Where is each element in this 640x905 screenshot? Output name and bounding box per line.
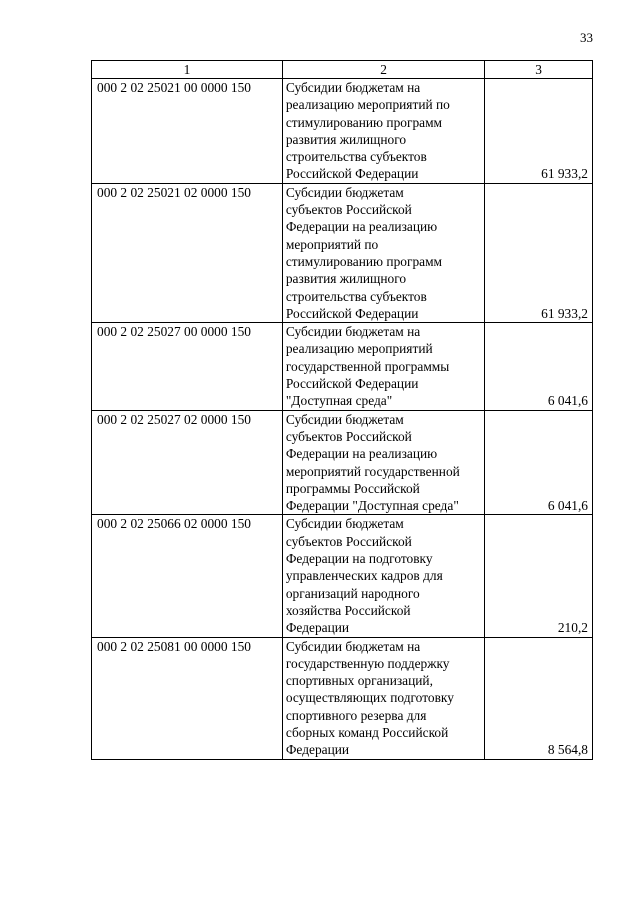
name-line: Субсидии бюджетам xyxy=(285,516,404,532)
name-line: строительства субъектов xyxy=(285,288,427,304)
name-line: развития жилищного xyxy=(285,131,407,147)
name-line: субъектов Российской xyxy=(285,533,412,549)
amount: 8 564,8 xyxy=(485,637,593,759)
table-row xyxy=(92,637,593,759)
name-line: мероприятий по xyxy=(285,236,379,252)
name-line: субъектов Российской xyxy=(285,428,412,444)
name-line: субъектов Российской xyxy=(285,202,412,218)
name-line: осуществляющих подготовку xyxy=(285,690,454,706)
name-line: Федерации "Доступная среда" xyxy=(285,498,459,514)
name-line: Федерации на реализацию xyxy=(285,219,438,235)
name-line: программы Российской xyxy=(285,480,420,496)
table-row xyxy=(92,183,593,322)
budget-item-name xyxy=(282,183,484,322)
budget-item-name xyxy=(282,515,484,637)
amount: 6 041,6 xyxy=(485,323,593,410)
column-header-1: 1 xyxy=(92,61,283,79)
name-line: развития жилищного xyxy=(285,271,407,287)
budget-item-name xyxy=(282,410,484,515)
name-line: государственную поддержку xyxy=(285,655,450,671)
name-line: организаций народного xyxy=(285,585,420,601)
name-line: Субсидии бюджетам на xyxy=(285,80,421,95)
name-line: спортивного резерва для xyxy=(285,707,427,723)
budget-code: 000 2 02 25081 00 0000 150 xyxy=(92,637,283,759)
header-row xyxy=(92,61,593,79)
table-row xyxy=(92,79,593,184)
name-line: Субсидии бюджетам xyxy=(285,411,404,427)
budget-code: 000 2 02 25066 02 0000 150 xyxy=(92,515,283,637)
column-header-3: 3 xyxy=(485,61,593,79)
name-line: Федерации xyxy=(285,742,350,758)
table-row xyxy=(92,323,593,410)
name-line: спортивных организаций, xyxy=(285,673,433,689)
budget-code: 000 2 02 25021 00 0000 150 xyxy=(92,79,283,184)
budget-item-name xyxy=(282,637,484,759)
name-line: управленческих кадров для xyxy=(285,568,443,584)
budget-table xyxy=(91,60,593,760)
name-line: Субсидии бюджетам на xyxy=(285,638,421,654)
name-line: Федерации на реализацию xyxy=(285,446,438,462)
name-line: стимулированию программ xyxy=(285,114,443,130)
amount: 6 041,6 xyxy=(485,410,593,515)
budget-code: 000 2 02 25021 02 0000 150 xyxy=(92,183,283,322)
name-line: стимулированию программ xyxy=(285,253,443,269)
name-line: Федерации xyxy=(285,620,350,636)
amount: 210,2 xyxy=(485,515,593,637)
name-line: Российской Федерации xyxy=(285,166,419,182)
table-row xyxy=(92,410,593,515)
amount: 61 933,2 xyxy=(485,183,593,322)
table-row xyxy=(92,515,593,637)
name-line: Федерации на подготовку xyxy=(285,551,433,567)
name-line: реализацию мероприятий xyxy=(285,341,433,357)
name-line: Субсидии бюджетам xyxy=(285,184,404,200)
amount: 61 933,2 xyxy=(485,79,593,184)
column-header-2: 2 xyxy=(282,61,484,79)
name-line: реализацию мероприятий по xyxy=(285,97,450,113)
name-line: строительства субъектов xyxy=(285,149,427,165)
name-line: мероприятий государственной xyxy=(285,463,460,479)
name-line: сборных команд Российской xyxy=(285,724,449,740)
budget-item-name xyxy=(282,323,484,410)
budget-code: 000 2 02 25027 02 0000 150 xyxy=(92,410,283,515)
name-line: государственной программы xyxy=(285,358,450,374)
page-number: 33 xyxy=(580,30,593,45)
name-line: Российской Федерации xyxy=(285,376,419,392)
name-line: Субсидии бюджетам на xyxy=(285,324,421,340)
name-line: "Доступная среда" xyxy=(285,393,393,409)
budget-code: 000 2 02 25027 00 0000 150 xyxy=(92,323,283,410)
budget-item-name xyxy=(282,79,484,184)
name-line: хозяйства Российской xyxy=(285,602,411,618)
name-line: Российской Федерации xyxy=(285,305,419,321)
